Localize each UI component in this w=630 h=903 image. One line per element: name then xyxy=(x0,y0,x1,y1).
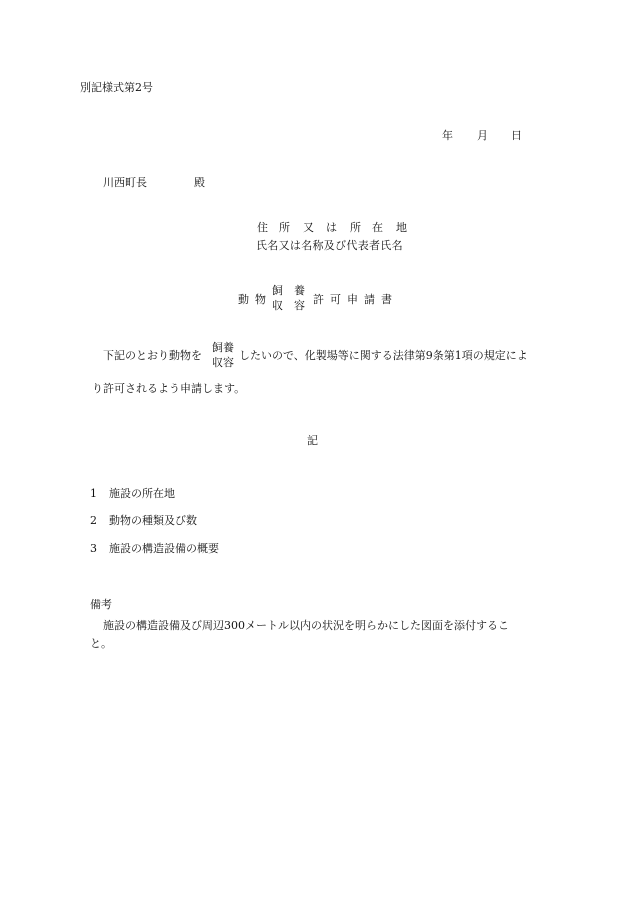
date-year-label: 年 xyxy=(442,129,453,142)
addressee-honorific: 殿 xyxy=(194,176,205,189)
address-char: 所 xyxy=(279,221,290,234)
title-char: 申 xyxy=(347,293,358,306)
body-line1-after: したいので、化製場等に関する法律第9条第1項の規定によ xyxy=(239,349,528,362)
address-char: は xyxy=(326,221,337,234)
item-text: 動物の種類及び数 xyxy=(109,514,197,527)
date-month-label: 月 xyxy=(477,129,488,142)
title-option-char: 飼 xyxy=(272,284,283,297)
remarks-line1: 施設の構造設備及び周辺300メートル以内の状況を明らかにした図面を添付するこ xyxy=(103,619,509,632)
list-item xyxy=(90,488,175,499)
body-option-top: 飼養 xyxy=(212,341,234,354)
date-day-label: 日 xyxy=(511,129,522,142)
address-char: 所 xyxy=(350,221,361,234)
title-option-char: 収 xyxy=(272,299,283,312)
form-number: 別記様式第2号 xyxy=(80,81,153,94)
address-char: 地 xyxy=(396,221,407,234)
remarks-line2: と。 xyxy=(90,637,112,650)
addressee-name: 川西町長 xyxy=(103,176,147,189)
list-item xyxy=(90,515,197,526)
title-char: 動 xyxy=(238,293,249,306)
title-char: 許 xyxy=(313,293,324,306)
body-option-bottom: 収容 xyxy=(212,356,234,369)
applicant-name-label: 氏名又は名称及び代表者氏名 xyxy=(256,239,403,252)
title-char: 請 xyxy=(364,293,375,306)
remarks-heading: 備考 xyxy=(90,598,112,611)
item-number: 2 xyxy=(90,514,97,527)
body-line2: り許可されるよう申請します。 xyxy=(92,382,246,395)
item-text: 施設の構造設備の概要 xyxy=(109,542,219,555)
title-char: 物 xyxy=(255,293,266,306)
address-char: 又 xyxy=(303,221,314,234)
title-char: 可 xyxy=(330,293,341,306)
title-char: 書 xyxy=(381,293,392,306)
list-item xyxy=(90,543,219,554)
item-number: 3 xyxy=(90,542,97,555)
address-char: 在 xyxy=(372,221,383,234)
body-line1-before: 下記のとおり動物を xyxy=(103,349,202,362)
ki-heading: 記 xyxy=(307,434,318,447)
item-number: 1 xyxy=(90,487,97,500)
title-option-char: 容 xyxy=(294,299,305,312)
title-option-char: 養 xyxy=(294,284,305,297)
address-char: 住 xyxy=(257,221,268,234)
item-text: 施設の所在地 xyxy=(109,487,175,500)
